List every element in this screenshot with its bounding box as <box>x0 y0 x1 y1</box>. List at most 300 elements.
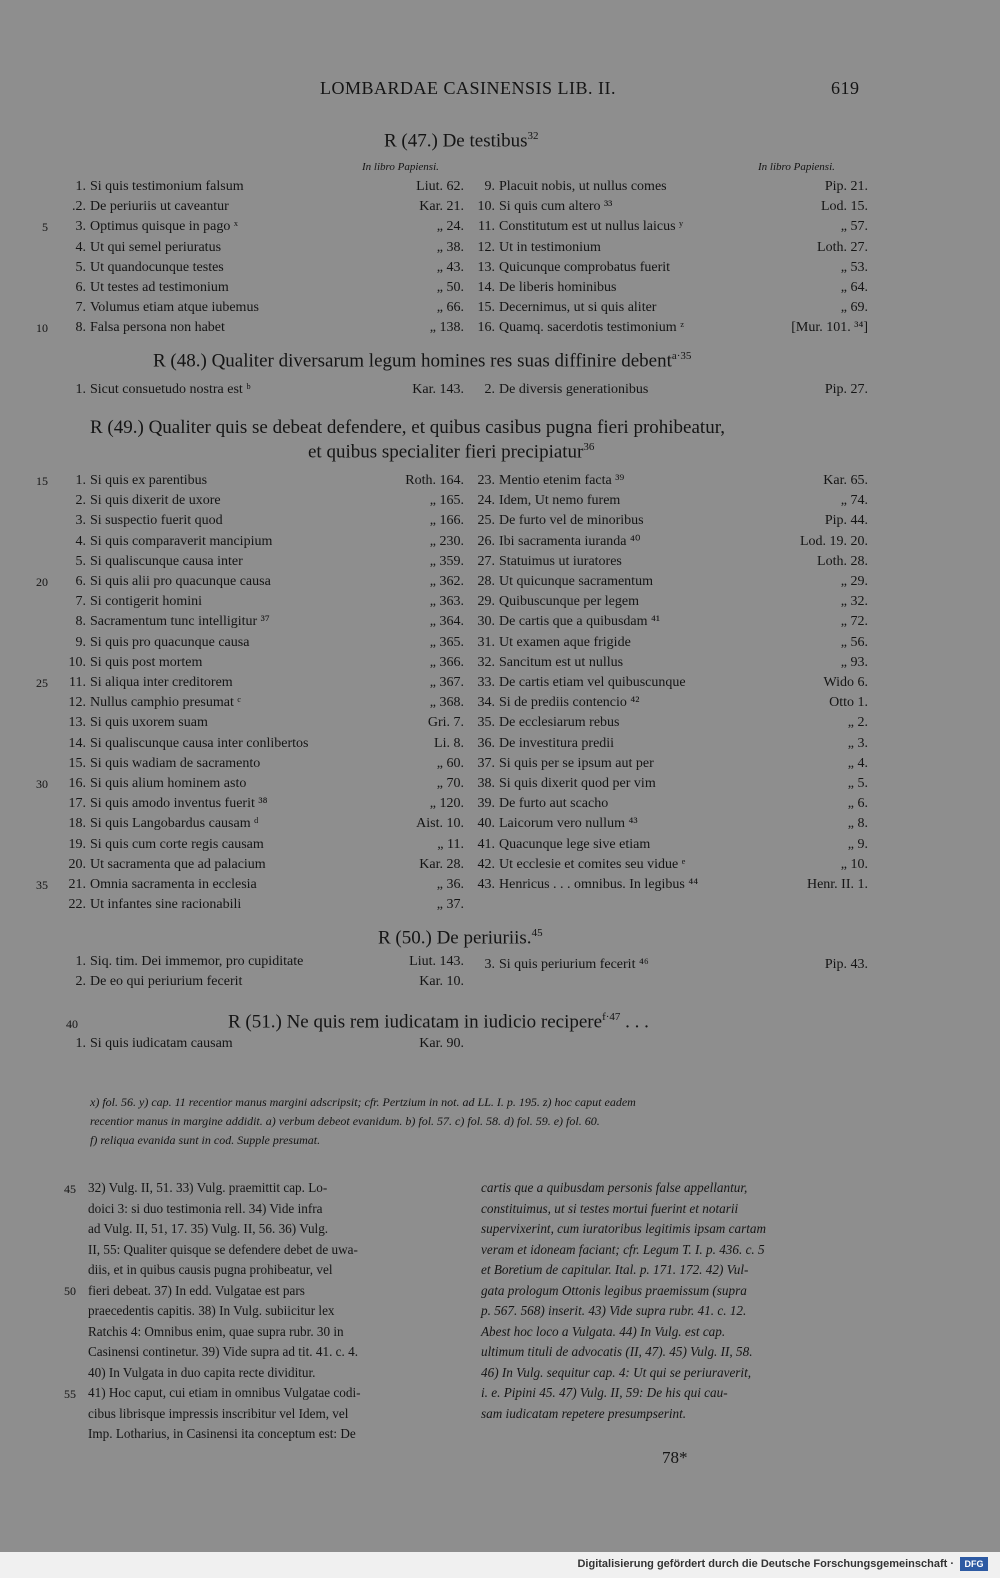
note-line: Abest hoc loco a Vulgata. 44) In Vulg. est cap. <box>481 1323 726 1339</box>
entry-reference: Roth. 164. <box>405 473 464 488</box>
entry-title: Si quis iudicatam causam <box>90 1036 233 1051</box>
entry-number: 1. <box>75 473 86 488</box>
entry-title: Mentio etenim facta ³⁹ <box>499 473 625 488</box>
index-entry <box>56 197 464 217</box>
index-entry <box>36 875 464 895</box>
entry-number: 38. <box>477 776 495 791</box>
entry-title: Omnia sacramenta in ecclesia <box>90 877 257 892</box>
note-line: 32) Vulg. II, 51. 33) Vulg. praemittit cap. Lo- <box>88 1180 328 1195</box>
sec47-left-col <box>36 177 464 342</box>
entry-title: Decernimus, ut si quis aliter <box>499 300 657 316</box>
dfg-logo: DFG <box>960 1557 988 1571</box>
entry-title: Si quis alii pro quacunque causa <box>90 574 271 589</box>
notes-right-col <box>481 1178 871 1424</box>
entry-reference: Liut. 62. <box>416 179 464 194</box>
entry-number: 8. <box>75 320 86 336</box>
entry-reference: „ 9. <box>847 836 868 852</box>
note-line: constituimus, ut si testes mortui fuerint et notarii <box>481 1200 739 1216</box>
entry-title: Ut in testimonium <box>499 239 601 255</box>
entry-title: Si quis amodo inventus fuerit ³⁸ <box>90 796 268 812</box>
note-line: supervixerint, cum iuratoribus legitimis ipsam cartam <box>481 1221 766 1236</box>
index-entry <box>465 774 868 794</box>
index-entry <box>465 491 868 511</box>
margin-line-number: 45 <box>64 1182 76 1196</box>
index-entry <box>56 612 464 632</box>
entry-title: Si quis testimonium falsum <box>90 179 244 194</box>
entry-title: Optimus quisque in pago ˣ <box>90 219 238 235</box>
entry-reference: „ 365. <box>429 634 464 650</box>
entry-reference: „ 165. <box>429 493 464 509</box>
sec47-right-col <box>465 177 868 342</box>
entry-title: Quibuscunque per legem <box>499 594 639 610</box>
index-entry <box>465 673 868 693</box>
index-entry <box>465 380 868 400</box>
index-entry <box>465 754 868 774</box>
apparatus-footnotes <box>90 1093 880 1150</box>
index-entry <box>36 673 464 693</box>
entry-reference: Li. 8. <box>434 735 464 751</box>
entry-reference: Gri. 7. <box>427 715 464 731</box>
entry-title: De liberis hominibus <box>499 280 617 295</box>
index-entry <box>465 511 868 531</box>
note-line: Imp. Lotharius, in Casinensi ita conceptum est: De <box>88 1426 356 1441</box>
entry-reference: „ 70. <box>436 776 464 791</box>
entry-reference: [Mur. 101. ³⁴] <box>791 320 868 336</box>
entry-number: 15. <box>68 755 86 771</box>
note-line: cibus librisque impressis inscribitur vel Idem, vel <box>88 1405 349 1421</box>
index-entry <box>56 511 464 531</box>
entry-number: 36. <box>477 735 495 751</box>
entry-reference: „ 53. <box>840 259 868 275</box>
entry-number: 3. <box>75 513 86 529</box>
entry-reference: „ 138. <box>429 320 464 336</box>
entry-number: 9. <box>75 634 86 650</box>
entry-reference: Kar. 143. <box>412 382 464 397</box>
entry-reference: Lod. 19. 20. <box>799 533 868 549</box>
note-line: diis, et in quibus causis pugna prohibeatur, vel <box>88 1262 333 1277</box>
entry-reference: „ 93. <box>840 654 868 670</box>
index-entry <box>36 471 464 491</box>
index-entry <box>36 774 464 794</box>
entry-number: 7. <box>75 594 86 610</box>
entry-title: Nullus camphio presumat ᶜ <box>90 695 241 711</box>
entry-title: Siq. tim. Dei immemor, pro cupiditate <box>90 954 304 969</box>
entry-reference: Wido 6. <box>823 675 868 690</box>
margin-line-number: 15 <box>36 474 48 488</box>
entry-number: 32. <box>477 654 495 670</box>
entry-title: Si quis post mortem <box>90 654 203 670</box>
entry-reference: Kar. 65. <box>823 473 868 488</box>
entry-title: Si quis uxorem suam <box>90 715 208 731</box>
index-entry <box>56 693 464 713</box>
index-entry <box>56 794 464 814</box>
margin-line-number: 35 <box>36 878 48 892</box>
section-title-51: R (51.) Ne quis rem iudicatam in iudicio recipere$^{f\cdot 47}$ . . . <box>228 1011 649 1033</box>
margin-line-number: 20 <box>36 575 48 589</box>
entry-number: 4. <box>75 533 86 549</box>
entry-title: Volumus etiam atque iubemus <box>90 300 259 316</box>
note-line: praecedentis capitis. 38) In Vulg. subiicitur lex <box>88 1303 335 1318</box>
sec50-right-col <box>465 955 868 977</box>
entry-title: Si quis cum altero ³³ <box>499 199 613 215</box>
note-line: ultimum tituli de advocatis (II, 47). 45) Vulg. II, 58. <box>481 1344 753 1359</box>
note-line: 46) In Vulg. sequitur cap. 4: Ut qui se periuraverit, <box>481 1364 752 1380</box>
entry-reference: Loth. 27. <box>817 239 868 255</box>
index-entry <box>465 318 868 338</box>
entry-title: Ut quicunque sacramentum <box>499 574 653 589</box>
entry-reference: Pip. 43. <box>824 957 868 972</box>
entry-number: 5. <box>75 553 86 569</box>
index-entry <box>56 592 464 612</box>
entry-title: Si contigerit homini <box>90 594 202 610</box>
entry-reference: Aist. 10. <box>416 816 464 832</box>
entry-title: Quacunque lege sive etiam <box>499 836 651 852</box>
entry-title: Ut qui semel periuratus <box>90 239 222 255</box>
entry-title: Henricus . . . omnibus. In legibus ⁴⁴ <box>499 877 699 892</box>
index-entry <box>56 835 464 855</box>
entry-number: 5. <box>75 259 86 275</box>
entry-reference: „ 36. <box>436 877 464 892</box>
entry-reference: „ 72. <box>840 614 868 630</box>
entry-reference: Kar. 21. <box>419 199 464 215</box>
sec49-right-col <box>465 471 868 896</box>
margin-line-number: 50 <box>64 1284 76 1298</box>
entry-title: Si quis comparaverit mancipium <box>90 533 273 549</box>
entry-title: De ecclesiarum rebus <box>499 715 620 731</box>
entry-title: Ut sacramenta que ad palacium <box>90 856 266 872</box>
entry-reference: „ 230. <box>429 533 464 549</box>
section-title-49-line2: et quibus specialiter fieri precipiatur$^{36}$ <box>308 441 595 463</box>
entry-reference: Loth. 28. <box>817 553 868 569</box>
source-subtitle-right: In libro Papiensi. <box>758 161 835 173</box>
entry-number: 37. <box>477 755 495 771</box>
index-entry <box>56 972 464 992</box>
note-line: 40) In Vulgata in duo capita recte dividitur. <box>88 1364 316 1380</box>
entry-number: 15. <box>477 300 495 316</box>
entry-title: Ut infantes sine racionabili <box>90 897 242 913</box>
entry-reference: „ 11. <box>437 836 464 852</box>
note-line: sam iudicatam repetere presumpserint. <box>481 1405 687 1421</box>
entry-reference: „ 43. <box>436 259 464 275</box>
entry-reference: Kar. 90. <box>419 1036 464 1051</box>
entry-reference: „ 74. <box>840 493 868 509</box>
entry-title: Quamq. sacerdotis testimonium ᶻ <box>499 320 685 336</box>
entry-reference: Lod. 15. <box>820 199 868 215</box>
section-title-49-line1: R (49.) Qualiter quis se debeat defendere, et quibus casibus pugna fieri prohibeatur, <box>90 417 726 438</box>
entry-number: 28. <box>477 574 495 589</box>
entry-reference: „ 2. <box>847 715 868 731</box>
index-entry <box>465 835 868 855</box>
entry-number: 14. <box>68 735 86 751</box>
entry-reference: „ 10. <box>840 856 868 872</box>
entry-number: 1. <box>75 1036 86 1051</box>
index-entry <box>56 814 464 834</box>
entry-reference: „ 5. <box>847 776 868 791</box>
entry-number: 35. <box>477 715 495 731</box>
note-line: i. e. Pipini 45. 47) Vulg. II, 59: De his qui cau- <box>481 1385 728 1400</box>
index-entry <box>465 552 868 572</box>
entry-reference: Kar. 28. <box>419 856 464 872</box>
entry-reference: „ 29. <box>840 574 868 589</box>
entry-reference: „ 38. <box>436 239 464 255</box>
index-entry <box>465 633 868 653</box>
entry-title: De diversis generationibus <box>499 382 649 397</box>
entry-reference: „ 366. <box>429 654 464 670</box>
entry-number: 24. <box>477 493 495 509</box>
note-line: veram et idoneam faciant; cfr. Legum T. I. p. 436. c. 5 <box>481 1241 765 1257</box>
entry-number: 10. <box>477 199 495 215</box>
entry-number: 13. <box>68 715 86 731</box>
entry-reference: „ 3. <box>847 735 868 751</box>
entry-reference: „ 368. <box>429 695 464 711</box>
entry-number: 6. <box>75 574 86 589</box>
index-entry <box>56 380 464 400</box>
entry-reference: „ 69. <box>840 300 868 316</box>
index-entry <box>56 754 464 774</box>
index-entry <box>465 217 868 237</box>
entry-title: Sicut consuetudo nostra est ᵇ <box>90 382 251 397</box>
entry-title: Si quis per se ipsum aut per <box>499 755 654 771</box>
index-entry <box>465 298 868 318</box>
entry-title: Ut examen aque frigide <box>499 634 631 650</box>
note-line: fieri debeat. 37) In edd. Vulgatae est pars <box>88 1282 305 1298</box>
entry-number: 1. <box>75 954 86 969</box>
entry-reference: „ 364. <box>429 614 464 630</box>
index-entry <box>56 653 464 673</box>
entry-title: Si quis ex parentibus <box>90 473 208 488</box>
entry-number: 40. <box>477 816 495 832</box>
entry-title: Ut ecclesie et comites seu vidue ᵉ <box>499 856 686 872</box>
entry-number: 22. <box>68 897 86 913</box>
entry-number: 42. <box>477 856 495 872</box>
index-entry <box>465 794 868 814</box>
footnote-line: x) fol. 56. y) cap. 11 recentior manus margini adscripsit; cfr. Pertzium in not. ad LL. I. p. 195. z) hoc caput eadem <box>90 1095 636 1109</box>
entry-reference: Kar. 10. <box>419 974 464 990</box>
note-line: Casinensi continetur. 39) Vide supra ad tit. 41. c. 4. <box>88 1344 358 1359</box>
entry-title: Falsa persona non habet <box>90 320 225 336</box>
entry-number: 16. <box>68 776 86 791</box>
entry-reference: „ 37. <box>436 897 464 913</box>
entry-reference: „ 359. <box>429 553 464 569</box>
index-entry <box>465 532 868 552</box>
entry-title: Si quis dixerit de uxore <box>90 493 221 509</box>
section-title-48: R (48.) Qualiter diversarum legum homines res suas diffinire debent$^{a\cdot 35}$ <box>153 350 692 372</box>
note-line: 41) Hoc caput, cui etiam in omnibus Vulgatae codi- <box>88 1385 361 1400</box>
entry-reference: Pip. 21. <box>824 179 868 194</box>
entry-title: Ut testes ad testimonium <box>90 280 229 295</box>
index-entry <box>56 855 464 875</box>
entry-title: De cartis que a quibusdam ⁴¹ <box>499 614 661 630</box>
entry-title: Ibi sacramenta iuranda ⁴⁰ <box>499 533 641 549</box>
entry-title: De eo qui periurium fecerit <box>90 974 243 990</box>
entry-number: 12. <box>68 695 86 711</box>
note-line: Ratchis 4: Omnibus enim, quae supra rubr. 30 in <box>88 1323 344 1339</box>
index-entry <box>56 895 464 915</box>
index-entry <box>465 592 868 612</box>
entry-reference: „ 60. <box>436 755 464 771</box>
index-entry <box>465 653 868 673</box>
entry-number: 14. <box>477 280 495 295</box>
entry-number: 11. <box>69 675 86 690</box>
note-line: ad Vulg. II, 51, 17. 35) Vulg. II, 56. 36) Vulg. <box>88 1221 329 1236</box>
source-subtitle-left: In libro Papiensi. <box>362 161 439 173</box>
entry-number: 20. <box>68 856 86 872</box>
index-entry <box>465 471 868 491</box>
entry-title: Laicorum vero nullum ⁴³ <box>499 816 638 832</box>
entry-title: Sacramentum tunc intelligitur ³⁷ <box>90 614 270 630</box>
index-entry <box>56 552 464 572</box>
entry-number: 3. <box>484 957 495 972</box>
sec49-left-col <box>36 471 464 916</box>
entry-title: Idem, Ut nemo furem <box>499 493 621 509</box>
entry-title: Constitutum est ut nullus laicus ʸ <box>499 219 684 235</box>
entry-reference: „ 363. <box>429 594 464 610</box>
entry-reference: Pip. 44. <box>824 513 868 529</box>
note-line: doici 3: si duo testimonia rell. 34) Vide infra <box>88 1200 323 1216</box>
note-line: II, 55: Qualiter quisque se defendere debet de uwa- <box>88 1241 358 1257</box>
entry-number: 1. <box>75 179 86 194</box>
signature-mark: 78* <box>662 1448 688 1467</box>
footer-bar <box>0 1552 1000 1578</box>
running-title: LOMBARDAE CASINENSIS LIB. II. <box>320 78 617 98</box>
entry-reference: Liut. 143. <box>409 954 464 969</box>
note-line: cartis que a quibusdam personis false appellantur, <box>481 1180 748 1195</box>
entry-reference: „ 32. <box>840 594 868 610</box>
index-entry <box>56 298 464 318</box>
entry-title: Sancitum est ut nullus <box>499 654 624 670</box>
margin-line-number: 40 <box>66 1017 78 1031</box>
entry-reference: „ 66. <box>436 300 464 316</box>
entry-reference: „ 362. <box>429 574 464 589</box>
entry-title: Si quis periurium fecerit ⁴⁶ <box>499 957 649 972</box>
index-entry <box>465 955 868 975</box>
entry-title: De investitura predii <box>499 735 615 751</box>
entry-number: 11. <box>478 219 495 235</box>
entry-reference: „ 367. <box>429 675 464 690</box>
index-entry <box>56 734 464 754</box>
margin-line-number: 25 <box>36 676 48 690</box>
entry-title: De cartis etiam vel quibuscunque <box>499 675 686 690</box>
entry-title: Ut quandocunque testes <box>90 259 224 275</box>
margin-line-number: 10 <box>36 321 48 336</box>
entry-title: Si quis wadiam de sacramento <box>90 755 261 771</box>
index-entry <box>56 633 464 653</box>
margin-line-number: 5 <box>42 220 48 235</box>
entry-number: 13. <box>477 259 495 275</box>
sec50-left-col <box>56 952 464 994</box>
entry-number: 19. <box>68 836 86 852</box>
entry-number: 10. <box>68 654 86 670</box>
entry-title: Si quis alium hominem asto <box>90 776 247 791</box>
index-entry <box>56 713 464 733</box>
page-number: 619 <box>831 78 860 98</box>
entry-number: 2. <box>75 974 86 990</box>
margin-line-number: 55 <box>64 1387 76 1401</box>
section-title-47: R (47.) De testibus$^{32}$ <box>384 130 539 152</box>
index-entry <box>56 491 464 511</box>
index-entry <box>56 532 464 552</box>
entry-reference: „ 6. <box>847 796 868 812</box>
entry-number: 17. <box>68 796 86 812</box>
index-entry <box>36 318 464 338</box>
sec48-right-col <box>465 380 868 402</box>
entry-title: Si quis Langobardus causam ᵈ <box>90 816 259 832</box>
entry-title: Si qualiscunque causa inter conlibertos <box>90 735 309 751</box>
index-entry <box>56 238 464 258</box>
entry-title: Si quis dixerit quod per vim <box>499 776 656 791</box>
index-entry <box>465 572 868 592</box>
entry-number: 30. <box>477 614 495 630</box>
footnote-line: f) reliqua evanida sunt in cod. Supple presumat. <box>90 1133 321 1147</box>
entry-number: 2. <box>484 382 495 397</box>
note-line: p. 567. 568) inserit. 43) Vide supra rubr. 41. c. 12. <box>481 1303 747 1318</box>
index-entry <box>465 612 868 632</box>
entry-number: 21. <box>68 877 86 892</box>
index-entry <box>465 258 868 278</box>
entry-number: 29. <box>477 594 495 610</box>
index-entry <box>465 693 868 713</box>
note-line: gata prologum Ottonis legibus praemissum (supra <box>481 1282 747 1298</box>
entry-title: Si quis cum corte regis causam <box>90 836 264 852</box>
entry-reference: „ 50. <box>436 280 464 295</box>
funding-note: Digitalisierung gefördert durch die Deutsche Forschungsgemeinschaft · <box>577 1558 954 1570</box>
entry-reference: „ 24. <box>436 219 464 235</box>
index-entry <box>465 278 868 298</box>
index-entry <box>465 197 868 217</box>
entry-title: Si de prediis contencio ⁴² <box>499 695 640 711</box>
entry-number: 31. <box>477 634 495 650</box>
entry-number: 25. <box>477 513 495 529</box>
sec48-left-col <box>56 380 464 402</box>
entry-title: Si suspectio fuerit quod <box>90 513 223 529</box>
entry-number: 23. <box>477 473 495 488</box>
entry-number: 4. <box>75 239 86 255</box>
entry-number: 12. <box>477 239 495 255</box>
entry-number: 43. <box>477 877 495 892</box>
entry-number: 39. <box>477 796 495 812</box>
entry-reference: Otto 1. <box>829 695 868 711</box>
entry-number: 9. <box>484 179 495 194</box>
entry-number: 18. <box>68 816 86 832</box>
entry-reference: „ 166. <box>429 513 464 529</box>
entry-title: De periuriis ut caveantur <box>90 199 229 215</box>
sec51-left-col <box>56 1034 464 1056</box>
entry-reference: „ 57. <box>840 219 868 235</box>
entry-reference: „ 4. <box>847 755 868 771</box>
entry-number: 6. <box>75 280 86 295</box>
index-entry <box>56 1034 464 1054</box>
entry-title: Placuit nobis, ut nullus comes <box>499 179 667 194</box>
index-entry <box>465 855 868 875</box>
entry-number: 26. <box>477 533 495 549</box>
entry-reference: „ 120. <box>429 796 464 812</box>
index-entry <box>465 238 868 258</box>
footnote-line: recentior manus in margine addidit. a) verbum debeot evanidum. b) fol. 57. c) fol. 58. d) fol. 59. e) fol. 60. <box>90 1114 600 1128</box>
entry-number: 34. <box>477 695 495 711</box>
entry-title: Si qualiscunque causa inter <box>90 553 243 569</box>
entry-reference: Henr. II. 1. <box>806 877 868 892</box>
index-entry <box>42 217 464 237</box>
index-entry <box>56 177 464 197</box>
index-entry <box>465 713 868 733</box>
entry-reference: „ 64. <box>840 280 868 295</box>
index-entry <box>36 572 464 592</box>
section-title-50: R (50.) De periuriis.$^{45}$ <box>378 927 543 949</box>
entry-number: 27. <box>477 553 495 569</box>
index-entry <box>465 734 868 754</box>
entry-title: Si quis pro quacunque causa <box>90 634 250 650</box>
entry-title: De furto aut scacho <box>499 796 609 812</box>
